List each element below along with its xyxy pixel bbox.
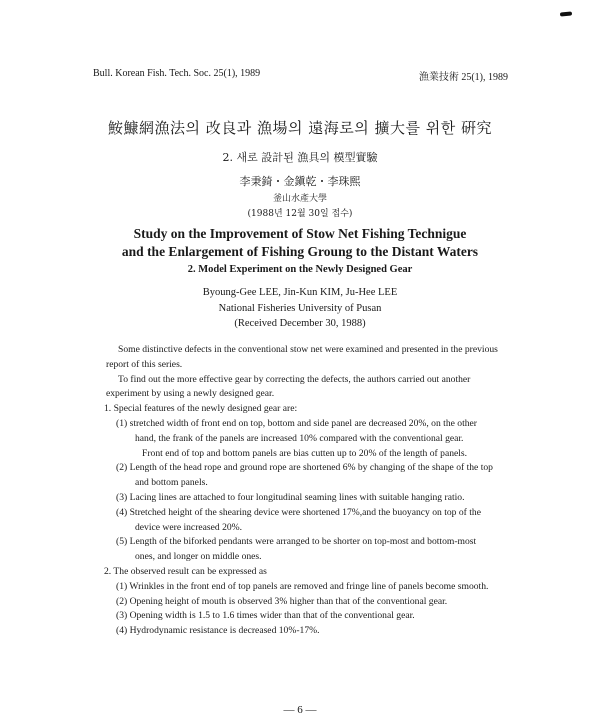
journal-citation-english: Bull. Korean Fish. Tech. Soc. 25(1), 1989 xyxy=(93,68,261,79)
scan-mark xyxy=(560,11,572,16)
abstract-paragraph: Some distinctive defects in the conventional stow net were examined and presented in the previous report of this series. xyxy=(106,344,498,370)
english-received-date: (Received December 30, 1988) xyxy=(234,318,366,329)
journal-citation-korean: 漁業技術 25(1), 1989 xyxy=(418,72,508,83)
list-item: (2) Opening height of mouth is observed 3% higher than that of the conventional gear. xyxy=(116,595,448,607)
korean-authors: 李秉錡・金鎭乾・李珠熙 xyxy=(239,175,361,188)
list-item: (1) Wrinkles in the front end of top panels are removed and fringe line of panels become smooth. xyxy=(116,580,489,592)
english-authors: Byoung-Gee LEE, Jin-Kun KIM, Ju-Hee LEE xyxy=(202,287,398,298)
list-item: (3) Opening width is 1.5 to 1.6 times wider than that of the conventional gear. xyxy=(116,610,415,622)
abstract-paragraph: To find out the more effective gear by correcting the defects, the authors carried out another experiment by using a newly designed gear. xyxy=(106,373,471,400)
section-heading: 2. The observed result can be expressed as xyxy=(104,565,267,577)
korean-received-date: (1988년 12월 30일 접수) xyxy=(247,209,353,219)
section-heading: 1. Special features of the newly designed gear are: xyxy=(104,403,298,415)
english-title-line2: and the Enlargement of Fishing Groung to the Distant Waters xyxy=(121,244,479,259)
list-item: (2) Length of the head rope and ground rope are shortened 6% by changing of the shape of the top and bottom panels. xyxy=(116,462,493,489)
english-affiliation: National Fisheries University of Pusan xyxy=(218,303,382,314)
list-item: (5) Length of the biforked pendants were arranged to be shorter on top-most and bottom-most ones, and longer on middle ones. xyxy=(116,536,477,563)
korean-title: 鮟鱇網漁法의 改良과 漁場의 遠海로의 擴大를 위한 硏究 xyxy=(107,119,493,137)
korean-affiliation: 釜山水產大學 xyxy=(272,194,327,204)
page-number: — 6 — xyxy=(283,704,317,716)
list-item: (1) stretched width of front end on top, bottom and side panel are decreased 20%, on the other hand, the frank of the panels are increased 10% compared with the conventional gear. xyxy=(116,417,477,444)
list-item: (4) Hydrodynamic resistance is decreased 10%-17%. xyxy=(116,625,320,637)
list-item: (3) Lacing lines are attached to four longitudinal seaming lines with suitable hanging ratio. xyxy=(116,491,465,503)
list-item-continuation: Front end of top and bottom panels are bias cutten up to 20% of the length of panels. xyxy=(142,447,468,459)
abstract xyxy=(106,343,498,639)
list-item: (4) Stretched height of the shearing device were shortened 17%,and the buoyancy on top of the device were increased 20%. xyxy=(116,506,481,533)
english-title-line1: Study on the Improvement of Stow Net Fishing Technigue xyxy=(133,226,467,241)
korean-subtitle: 2. 새로 設計된 漁具의 模型實驗 xyxy=(222,151,378,164)
english-subtitle: 2. Model Experiment on the Newly Designed Gear xyxy=(187,264,413,275)
